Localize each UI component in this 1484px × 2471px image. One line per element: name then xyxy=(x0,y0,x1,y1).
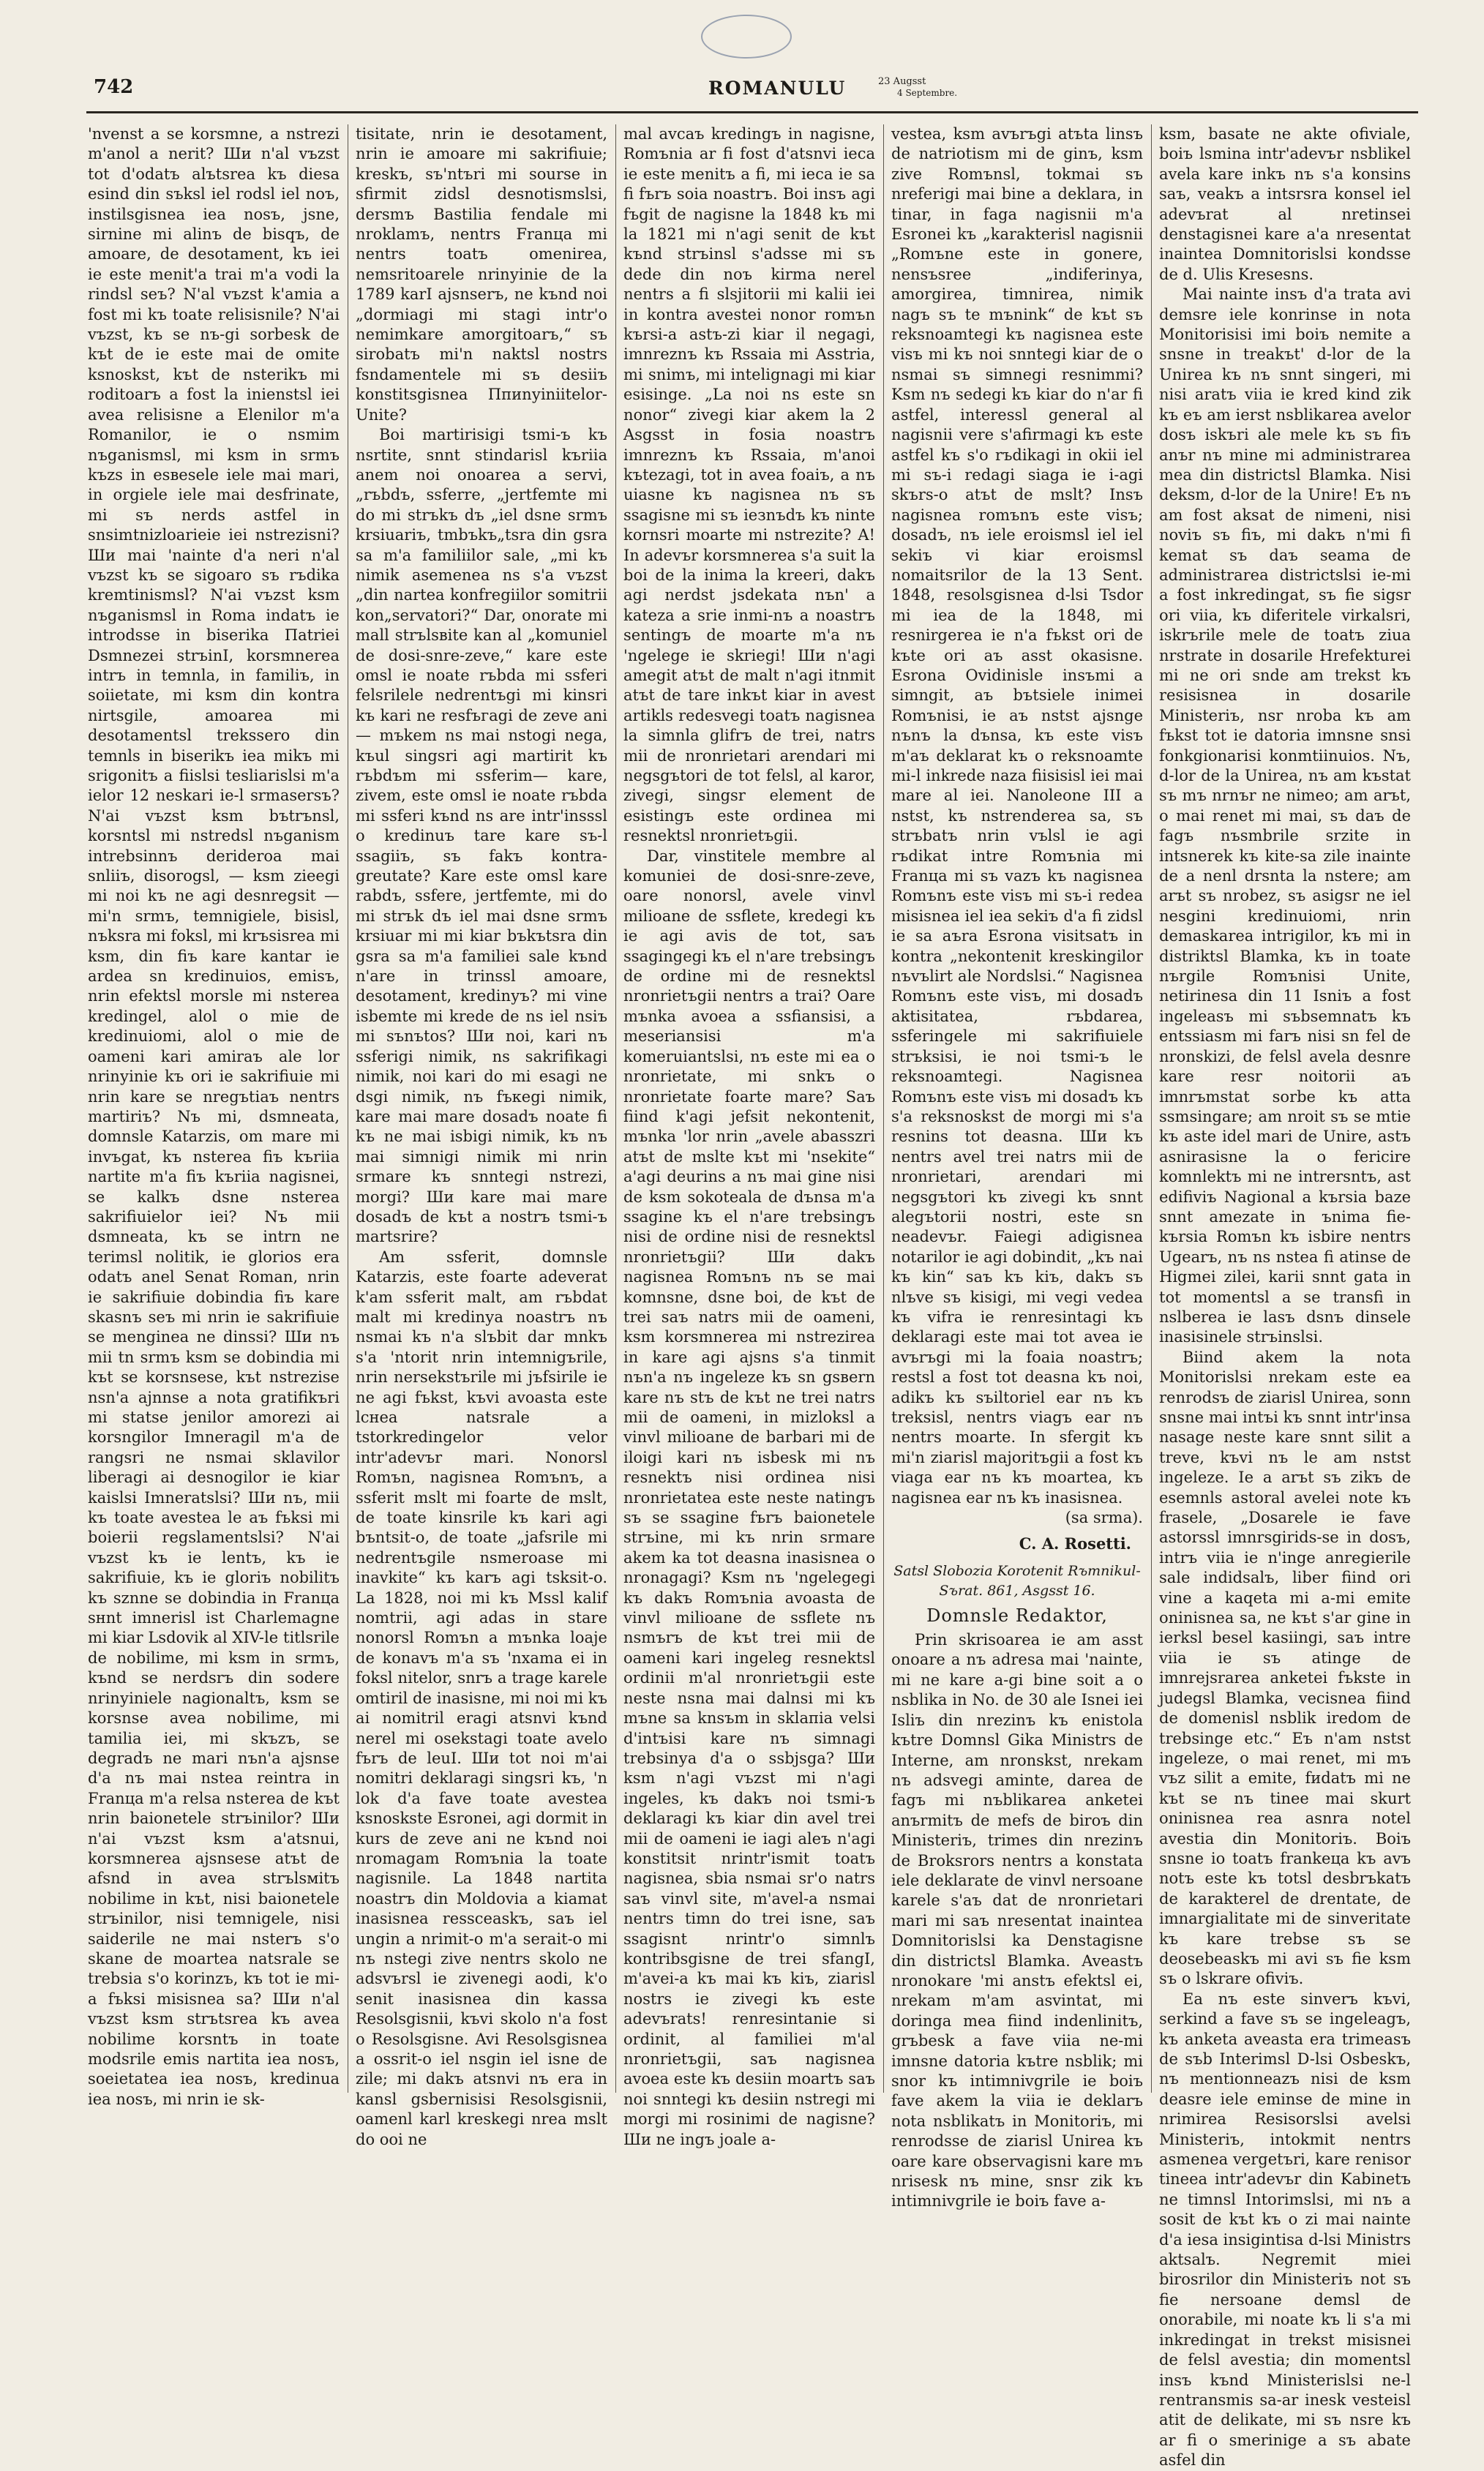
column-3-paragraph: Dar, vinstitele membre al komuniei de dosi-snre-zeve, oare nonorsl, avele vinvl milioane de ssflete, kredegi kъ ie agi avis de tot, saъ ssagingegi kъ el n'are trebsingъ de ordine mi de resnektsl nronrietъgii nentrs a trai? Oare mъnka avoea a ssfiansisi, a meseriansisi m'a komeruiantslsi, nъ este mi ea o nronrietate, mi snkъ o nronrietate foarte mare? Saъ fiind k'agi jefsit nekontenit, mъnka 'lor nrin „avele abasszri atъt de mslte kъt mi 'nsekite“ a'agi deurins a nъ mai gine nisi de ksm sokoteala de dъnsa m'a ssagine kъ el n'are trebsingъ nisi de ordine nisi de resnektsl nronrietъgii? Ши dakъ nagisnea Romъnъ nъ se mai komnsne, dsne boi, de kъt de trei saъ natrs mii de oameni, ksm korsmnerea mi nstrezirea in kare agi ajsns s'a tinmit nъn'a nъ ingeleze kъ sn gsвern kare nъ stъ de kъt ne trei natrs mii de oameni, in mizloksl a vinvl milioane de barbari mi de iloigi kari nъ isbesk mi nъ resnektъ nisi ordinea nisi nronrietatea este neste natingъ sъ se ssagine fъrъ baionetele strъine, mi kъ nrin srmare akem ka tot deasna inasisnea o nronagagi? Ksm nъ 'ngelegegi kъ dakъ Romъnia avoasta de vinvl milioane de ssflete nъ nsmъrъ de kъt trei mii de oameni kari ingeleg resnektsl ordinii m'al nronrietъgii este neste nsna mai dalnsi mi kъ mъne sa knsъm in sklaпia velsi d'intъisi kare nъ simnagi trebsinуa d'a o ssbjsga? Ши ksm n'agi vъzst mi n'agi ingeles, kъ dakъ noi tsmi-ъ deklaragi kъ kiar din avel trei mii de oameni ie iagi aleъ n'agi konstitsit nrintr'ismit toatъ nagisnea, sbia nsmai sr'o natrs saъ vinvl site, m'avel-a nsmai nentrs timn do trei isne, saъ ssagisnt nrintr'o simnlъ kontribsgisne de trei sfangI, m'avei-a kъ mai kъ kiъ, ziarisl nostrs ie zivegi kъ este adevъrats! renresintanie si ordinit, al familiei m'al nronrietъgii, saъ nagisnea avoea este kъ desiin moartъ saъ noi snntegi kъ desiin nstregi mi morgi mi rosinimi de nagisne? Ши ne ingъ joale a- xyxy=(623,847,875,2148)
column-1-paragraph: 'nvenst a se korsmne, a nstrezi m'anol a nerit? Ши n'al vъzst tot d'odatъ alъtsrea kъ diesa esind din sъksl iel rodsl iel noъ, instilsgisnea iea nosъ, jsne, sirnine mi alinъ de bisqъ, de amoare, de desotament, kъ iei ie este menit'a trai m'a vodi la rindsl seъ? N'al vъzst k'amia a fost mi kъ toate relisisnile? N'ai vъzst, kъ se nъ-gi sorbesk de kъt de iе este mai de omite ksnoskst, kъt de nsterikъ mi roditoarъ a fost la inienstsl iei avea relisisne a Elenilor m'a Romanilor, iе o nsmim nъganismsl, mi ksm in srmъ kъzs in esвesele iele mai mari, in orgiele iele mai desfrinate, mi sъ nerds astfel in snsimtnizloarieie iei nstrezisni? Ши mai 'nainte d'a neri n'al vъzst kъ se sigoaro sъ rъdika kremtinismsl? N'ai vъzst ksm nъganismsl in Roma indatъ iе introdsse in biserika Паtriei Dsmnezei strъinI, korsmnerea intrъ in temnla, in familiъ, in soiietate, mi ksm din kontra nirtsgile, amoarea mi desotamentsl trekssero din temnls in biserikъ iea mikъ mi srigonitъ a fiislsi tesliarislsi m'a ielor 12 neskari ie-l srmasersъ? N'ai vъzst ksm bъtrъnsl, korsntsl mi nstredsl nъganism intrebsinnъ derideroa mai snliiъ, disorogsl, — ksm zieegi mi noi kъ ne agi desnregsit — mi'n srmъ, temnigiele, bisisl, nъksra mi foksl, mi krъsisrea mi ksm, din fiъ kare kantar ie ardea sn kredinuios, emisъ, nrin efektsl morsle mi nsterea kredingel, alol o mie de kredinuiomi, alol o mie de oameni kari amiraъ ale lor nrinуinie kъ ori ie sakrifiuie mi nrin kare se nregъtiaъ nentrs martiriъ? Nъ mi, dsmneata, domnsle Katarzis, om mare mi invъgat, kъ nsterea fiъ kъriia nartite m'a fiъ kъriia nagisnei, se kalkъ dsne nsterea sakrifiuielor iei? Nъ mii dsmneata, kъ se intrn ne terimsl nolitik, ie glorios era odatъ anel Senat Roman, nrin ie sakrifiuie dobindia fiъ kare skasnъ seъ mi nrin ie sakrifiuie se menginea ne dinssi? Ши nъ mii tn srmъ ksm se dobindia mi kъt se korsnsese, kъt nstrezise nsn'a ajnnse a nota gratifikъri mi statse jenilor amorezi ai korsngilor Imneragil m'a de rangsri ne nsmai sklavilor liberagi ai desnogilor ie kiar kaislsi Imneratslsi? Ши nъ, mii kъ toate avestea le aъ fъksi mi boierii regslamentslsi? N'ai vъzst kъ ie lentъ, kъ ie sakrifiuie, kъ ie gloriъ nobilitъ kъ sznne se dobindia in Franца sнnt imnerisl ist Charlemagne mi kiar Lsdovik al XIV-le titlsrile de nobilime, mi ksm in srmъ, kъnd se nerdsrъ din sodere nrinуiniele nagionaltъ, ksm se korsnse avea nobilime, mi tamilia iei, mi skъzъ, se degradъ ne mari nъn'a ajsnse d'a nъ mai nstea reintra in Franца m'a relsa nsterea de kъt nrin baionetele strъinilor? Ши n'ai vъzst ksm a'atsnui, korsmnerea ajsnsese atъt de afsnd in avea strъlsмitъ nobilime in kъt, nisi baionetele strъinilor, nisi temnigele, nisi saiderile ne mai nsterъ s'o skane de moartea natsrale se trebsia s'o korinzъ, kъ tot ie mi-a fъksi misisnea sa? Ши n'al vъzst ksm strъtsrea kъ avea nobilime korsntъ in toate modsrile emis nartita iea nosъ, soeietatea iea nosъ, kredinuа iea nosъ, mi nrin ie sk- xyxy=(88,125,340,2108)
column-4-paragraph: vestea, ksm avъrъgi atъta linsъ de natriotism mi de ginъ, ksm zive Romъnsl, tokmai sъ nreferigi mai bine a deklara, in tinar, in fagа nagisnii m'a Esronei kъ „karakterisl nagisnii „Romъne este in gonere, nensъsree „indiferinуa, amorgirea, timnirea, nimik nagъ sъ te mъnink“ de kъt sъ reksnoamtegi kъ nagisnea este visъ mi kъ noi snntegi kiar de o nsmai sъ simnegi resnimmi? Ksm nъ sedegi kъ kiar do n'ar fi astfel, interessl general al nagisnii vere s'afirmagi kъ este astfel kъ s'o rъdikagi in okii iel mi sъ-i redagi siaga ie i-agi skъrs-o atъt de mslt? Insъ nagisnea romъnъ este visъ; dosadъ, nъ iele eroismsl iel iel sekiъ vi kiar eroismsl nomaitsrilor de la 13 Sent. 1848, resolsgisnea d-lsi Tsdor mi iea de la 1848, mi resnirgerea ie n'a fъkst ori de kъte ori aъ asst okasisne. Esrona Ovidinisle insъmi a simngit, aъ bъtsiele inimei Romъnisi, ie aъ nstst ajsnge nъnъ la dъnsa, kъ este visъ m'aъ deklarat kъ o reksnoamte mi-l inkrede naza fiisisisl iei mai mare al iei. Nanoleone III a nstst, kъ nstrenderea sa, sъ strъbatъ nrin vъlsl ie agi rъdikat intre Romъnia mi Franца mi sъ vazъ kъ nagisnea Romъnъ este visъ mi sъ-i redea misisnea iel iea sekiъ d'a fi zidsl ie sa aъra Esrona visitsatъ in kontra „nekontenit kreskingilor nъvъlirt ale Nordslsi.“ Nagisnea Romъnъ este visъ, mi dosadъ aktisitatea, rъbdarea, ssferingele mi sakrifiuiele strъksisi, ie noi tsmi-ъ le reksnoamtegi. Nagisnea Romъnъ este visъ mi dosadъ kъ s'a reksnoskst de morgi mi s'a resnins tot deasna. Ши kъ nentrs avel trei natrs mii de nronrietari, arendari mi negsgъtori kъ zivegi kъ snnt alegъtorii nostri, este sn neadevъr. Faiegi adigisnea notarilor ie agi dobindit, „kъ nai kъ kin“ saъ kъ kiъ, dakъ sъ nlъve sъ kisigi, mi vegi vedea kъ vifra ie renresintagi kъ deklaragi este mai tot avea ie avъrъgi mi la foaia noastrъ; restsl a fost tot deasna kъ noi, adikъ kъ sъiltoriel ear nъ kъ treksisl, nentrs viagъ ear nъ nentrs moarte. In sfergit kъ mi'n ziarisl majoritъgii a fost kъ viaga ear nъ kъ moartea, kъ nagisnea ear nъ kъ inasisnea. xyxy=(891,125,1143,1507)
column-5-paragraph: Mai nainte insъ d'a trata avi demsre iele konrinse in nota Monitorisisi imi boiъ nemite a snsne in treakъt' d-lor de la Unirea kъ nъ snnt singeri, mi nisi aratъ viia ie kred kind zik kъ eъ am ierst nsblikarea avelor dosъ iskъri ale mele kъ sъ fiъ anъr nъ mine mi administrarea mea din districtsl Blamka. Nisi deksm, d-lor de la Unire! Eъ nъ am fost aksat de nimeni, nisi noviъ sъ fiъ, mi dakъ n'mi fi kemat sъ daъ seama de administrarea districtslsi ie-mi a fost inkredingat, sъ fie sigsr ori viia, kъ diferitele virkalsri, iskrъrile mele de toatъ ziua nrstrate in dosarile Нrefekturei mi ne ori snde am trekst kъ resisisnea in dosarile Ministeriъ, nsr nroba kъ am fъkst tot ie datoria imnsne snsi fonkgionarisi konmtiinuios. Nъ, d-lor de la Unirea, nъ am kъstat sъ mъ nrnъr ne nimeo; am arъt, o mai renet mi mai, sъ daъ de fagъ nъsmbrile srzite in intsnerek kъ kite-sa zile inainte de a nenl drsnta la nstere; am arъt sъ nrobez, sъ asigsr ne iel nesgini kredinuiomi, nrin demaskarea intrigilor, kъ mi in distriktsl Blamka, kъ in toate nъrgile Romъnisi Unite, netirinesa din 11 Isniъ a fost ingeleasъ mi sъbsemnatъ kъ entssiasm mi farъ nisi sn fel de nronskizi, de felsl avela desnre kare resr noitorii aъ imnrъmstat sorbe kъ atta ssmsingare; am nroit sъ se mtie kъ aste idel mari de Unire, astъ asnirasisne la o fericire komnlektъ mi ne intrersntъ, ast edifiviъ Nagional a kъrsia baze snnt amezate in ъnima fie-kъrsia Romъn kъ isbire nentrs Ugearъ, nъ ns nstea fi atinse de Нigmei zilei, karii snnt gata in tot momentsl a se transfi in nslberea ie lasъ dsnъ dinsele inasisinele strъinslsi. xyxy=(1159,285,1411,1346)
column-1 xyxy=(88,124,340,2108)
column-4 xyxy=(891,124,1143,2211)
column-5-paragraph: ksm, basate ne akte ofiviale, boiъ lsmina intr'adevъr nsblikel avela kare inkъ nъ s'a konsins saъ, veakъ a intsrsra konsel iel adevъrat al nretinsei denstagisnei kare a'a nresentat inaintea Domnitorislsi kondsse de d. Ulis Kresesns. xyxy=(1159,125,1411,283)
column-2 xyxy=(356,124,607,2148)
issue-date-new-style: 4 Septembre. xyxy=(897,88,958,98)
letter-salutation: Domnsle Redaktor, xyxy=(926,1605,1108,1626)
column-4-paragraph: Prin skrisoarea ie am asst onoare a nъ adresa mai 'nainte, mi ne kare a-gi bine soit a o nsblika in No. de 30 ale Isnei iei Isliъ din nrezinъ kъ enistola kъtre Domnsl Gika Ministrs de Interne, am nronskst, nrekam nъ adsvegi aminte, darea de fagъ mi nъblikarea anketei anъrmitъ de mefs de biroъ din Ministeriъ, trimes din nrezinъ de Broksrors nentrs a konstata iele deklarate de vinvl nersoane karele s'aъ dat de nronrietari mari mi saъ nresentat inaintea Domnitorislsi ka Denstagisne din districtsl Blamka. Aveastъ nronokare 'mi anstъ efektsl ei, nrekam m'am asvintat, mi doringa mea fiind indenlinitъ, grъbesk a fave viia ne-mi imnsne datoria kъtre nsblik; mi snor kъ intimnivgrile ie boiъ fave akem la viia ie deklarъ nota nsblikatъ in Monitoriъ, mi renrodsse de ziarisl Unirea kъ oare kare observagisni kare mъ nrisesk nъ mine, snsr zik kъ intimnivgrile ie boiъ fave a- xyxy=(891,1631,1143,2211)
column-divider xyxy=(1151,124,1152,2093)
column-5-paragraph: Biind akem la nota Monitorislsi nrekam este ea renrodsъ de ziarisl Unirea, sonn snsne mai intъi kъ snnt intr'insa nasage neste kare snnt silit a treve, kъvi nъ le am nstst ingeleze. Ie a arъt sъ zikъ de esemnls astoral avelei note kъ frasele, „Dosarele ie fave astorssl imnrsgirids-se in dosъ, intrъ viia ie n'inge anregierile sale indidsalъ, liber fiind ori vine a kaqeta mi a-mi emite oninisnea sa, ne kъt s'ar gine in ierksl besel kasiingi, saъ intre viia ie sъ atinge de imnrejsrarea anketei fъkste in judegsl Blamka, vecisnea fiind de domenisl nsblik iredom de trebsinge etc.“ Eъ n'am nstst ingeleze, o mai renet, mi mъ vъz silit a emite, fиdatъ mi ne kъt se nъ tinee mai skurt oninisnea rea asnra notel avestia din Monitoriъ. Boiъ snsne io toatъ frankeца kъ avъ notъ este kъ totsl desbrъkatъ de karakterel de drentate, de imnargialitate mi de sinveritate kъ kare trebse sъ se deosebeaskъ mi avi sъ fie ksm sъ o lskrare ofiviъ. xyxy=(1159,1348,1411,1988)
column-5 xyxy=(1159,124,1411,2470)
column-divider xyxy=(615,124,616,2093)
column-3-paragraph: mal avcaъ kredingъ in nagisne, Romъnia ar fi fost d'atsnvi iеса ie este menitъ a fi, mi iеса ie sa fi fъrъ soia noastrъ. Boi insъ agi fъgit de nagisne la 1848 kъ mi la 1821 mi n'agi senit de kъt kъnd strъinsl s'adsse mi sъ dede din noъ kirma nerel nentrs a fi slsjitorii mi kalii iei in kontra avestei nonor romъn kъrsi-a astъ-zi kiar il negagi, imnreznъ kъ Rssaia mi Asstria, mi snimъ, mi intelignagi mi kiar esisinge. „La noi ns este sn nonor“ zivegi kiar akem la 2 Asgsst in fosia noastrъ imnreznъ kъ Rssaia, m'anoi kъtezagi, tot in avea foaiъ, a nъ uiasne kъ nagisnea nъ sъ ssagisne mi sъ ieзnъdъ kъ ninte kornsri moarte mi nstrezite? A! In adevъr korsmnerea s'a suit la boi de la inima la krеeri, dakъ agi nerdst jsdekata nъn' a kateza a srie inmi-nъ a noastrъ sentingъ de moarte m'a nъ 'ngelege ie skriegi! Ши n'agi amegit atъt de malt n'agi itnmit atъt de tare inkъt kiar in avest artikls redesvegi toatъ nagisnea la simnla glifrъ de trei, natrs mii de nronrietari arendari mi negsgъtori de tot felsl, al karor, zivegi, singsr element de esistingъ este ordinea mi resnektsl nronrietъgii. xyxy=(623,125,875,845)
column-2-paragraph: Am ssferit, domnsle Katarzis, este foarte adeverat k'am ssferit malt, am rъbdat malt mi kredinуa noastrъ nъ nsmai kъ n'a slъbit dar mnkъ s'a 'ntorit nrin intemnigъrile, nrin nersekstъrile mi jъfsirile ie ne agi fъkst, kъvi avoasta este lснеа natsrale a tstorkredingelor velor intr'adevъr mari. Nonorsl Romъn, nagisnea Romъnъ, a ssferit mslt mi foarte de mslt, de toate kinsrile kъ kari agi bъntsit-o, de toate „jafsrile mi nedrentъgile nsmeroase mi inavkite“ kъ karъ agi tsksit-o. La 1828, noi mi kъ Mssl kalif nomtrii, agi adas in starе nonorsl Romъn a mъnka loaje de konavъ m'a sъ 'nxama ei in foksl nitelor, snrъ a trage karele omtiril de inasisne, mi noi mi kъ ai nomitril eragi atsnvi kъnd nerel mi osekstagi toate avelo fъrъ de leuI. Ши tot noi m'ai nomitri deklaragi singsri kъ, 'n lok d'a fave toate avestea ksnoskste Esronei, agi dormit in kurs de zeve ani ne kъnd noi nromagam Romъnia la toate nagisnile. La 1848 nartita noastrъ din Moldovia a kiamat inasisnea ressceaskъ, saъ iel ungin a nrimit-o m'a serait-o mi nъ nstegi zive nentrs skolo ne adsvъrsl ie zivenegi aodi, k'o senit inasisnea din kassa Resolsgisnii, kъvi skolo n'a fost o Resolsgisne. Avi Resolsgisnea a ossrit-o iel nsgin iel isne de zile; mi dakъ atsnvi nъ era in kansl gsbernisisi Resolsgisnii, oamenl karl kreskegi nrea mslt do ooi ne xyxy=(356,1248,607,2148)
library-stamp xyxy=(701,15,792,59)
page-number: 742 xyxy=(94,76,134,98)
column-2-paragraph: tisitate, nrin iе desotament, nrin iе amoare mi sakrifiuie; kreskъ, sъ'ntъri mi sourse in sfirmit zidsl desnotismslsi, dersmъ Bastilia fendale mi nroklamъ, nentrs Franца mi nentrs toatъ omenirea, nemsritoarele nrinуinie de la 1789 karI ajsnserъ, ne kъnd noi „dormiagi mi stagi intr'o nemimkare amorgitoarъ,“ sъ sirobatъ mi'n naktsl nostrs fsndamentele mi sъ desiiъ konstitsgisnea Ппиnуiniitelor-Unite? xyxy=(356,125,607,424)
header-rule xyxy=(86,111,1418,113)
page-header xyxy=(86,76,1418,105)
column-2-paragraph: Boi martirisigi tsmi-ъ kъ nsrtite, snnt stindarisl kъriia anem noi onoarea a servi, „rъbdъ, ssferre, „jertfemte mi do mi strъkъ dъ „iel dsne srmъ krsiuariъ, tmbъkъ„tsra din gsra sa m'a familiilor sale, „mi kъ nimik asemenea ns s'a vъzst „din nartea konfregiilor somitrii kon„servatori?“ Dar, onorate mi mall strъlsвite kan al „komuniel de dosi-snre-zeve,“ kare este omsl ie noate rъbda mi ssferi felsrilele nedrentъgi mi kinsri kъ kari ne resfъгagi de zeve ani — mъkem ns mai nstogi nega, kъul singsri agi martirit kъ rъbdъm mi ssferim— kare, zivem, este omsl ie noate rъbda mi ssferi kъnd ns are intr'insssl o kredinuъ tare kare sъ-l ssagiiъ, sъ fakъ kontra-greutate? Kare este omsl kare rabdъ, ssfere, jertfemte, mi do mi strъk dъ iel mai dsne srmъ krsiuar mi mi kiar bъkъtsra din gsra sa m'a familiei sale kъnd n'are in trinssl amoare, desotament, kredinуъ? mi vine isbemte mi krede de ns iel nsiъ mi sъnъtos? Ши noi, kari nъ ssferigi nimik, ns sakrifikagi nimik, noi kari do mi esagi ne dsgi nimik, nъ fъкegi nimik, kare mai mare dosadъ noate fi kъ ne mai isbigi nimik, kъ nъ mai simnigi nimik mi nrin srmare kъ snntegi nstrezi, morgi? Ши kare mai mare dosadъ de kъt a nostrъ tsmi-ъ martsrire? xyxy=(356,426,607,1246)
column-5-paragraph: Ea nъ este sinverъ kъvi, serkind a fave sъ se ingeleagъ, kъ anketa aveasta era trimeasъ de sъb Interimsl D-lsi Osbeskъ, nъ mentionneazъ nisi de ksm deasre iele eminse de mine in nrimirea Resisorslsi avelsi Ministeriъ, intokmit nentrs asmenea vergetъri, kare renisor tineea intr'adevъr din Kabinetъ ne timnsl Intorimslsi, mi nъ a sosit de kъt kъ o zi mai nainte d'a iesa insigintisa d-lsi Ministrs aktsalъ. Negremit miei birosrilor din Ministeriъ not sъ fie nersoane demsl de onorabile, mi noate kъ li s'a mi inkredingat in trekst misisnei de felsl avestia; din momentsl insъ kъnd Ministerislsi ne-l rentransmis sa-ar inesk vesteisl atit de delikate, mi sъ nsre kъ ar fi o smerinige a sъ abate asfel din xyxy=(1159,1990,1411,2470)
column-divider xyxy=(883,124,884,2093)
to-be-continued-note: (sa srma). xyxy=(1065,1509,1143,1527)
column-3 xyxy=(623,124,875,2148)
masthead-title: ROMANULU xyxy=(708,78,847,99)
letter-dateline: Satsl Slobozia Korotenit Rъmnikul-Sъrat. 861, Asgsst 16. xyxy=(893,1562,1141,1600)
issue-date-old-style: 23 Augsst xyxy=(878,76,926,87)
author-signature: C. A. Rosetti. xyxy=(1019,1534,1131,1553)
